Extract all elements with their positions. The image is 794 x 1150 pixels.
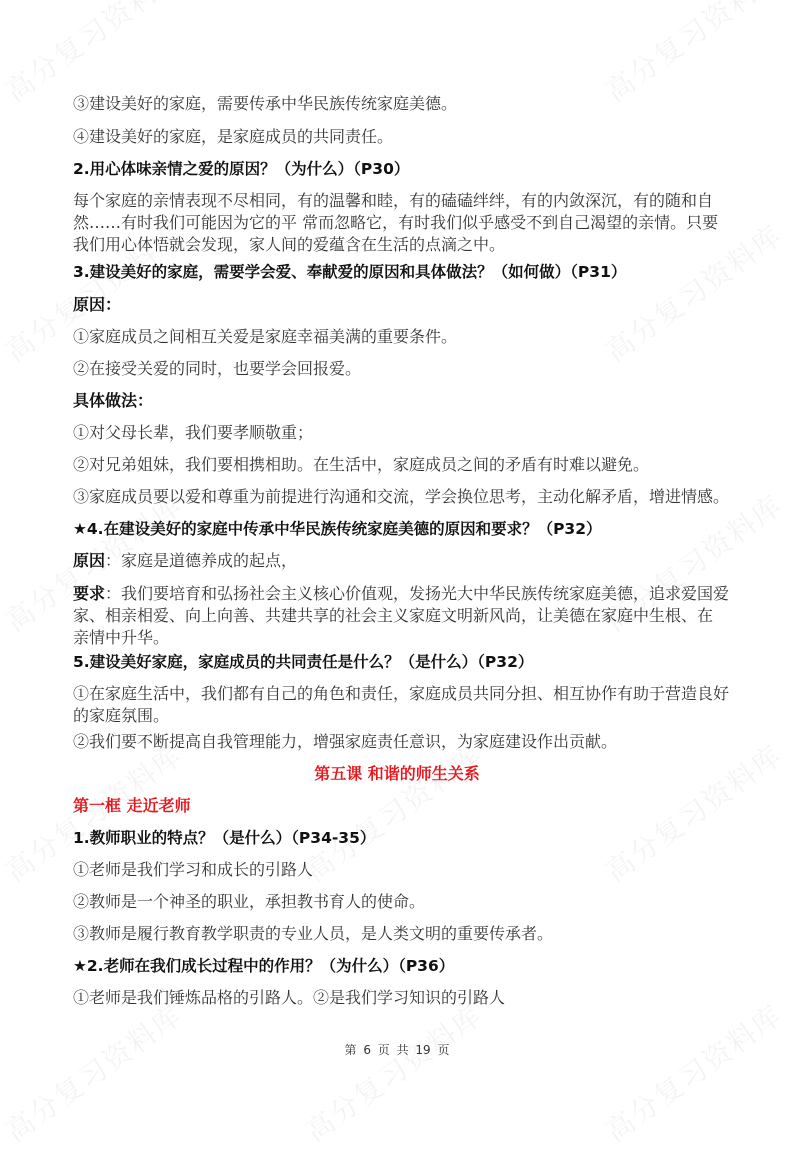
list-item: ②在接受关爱的同时，也要学会回报爱。 [73, 359, 362, 378]
question-heading: ★4.在建设美好的家庭中传承中华民族传统家庭美德的原因和要求？（P32） [73, 520, 602, 538]
list-item: ③教师是履行教育教学职责的专业人员，是人类文明的重要传承者。 [73, 924, 554, 943]
list-item: ③建设美好的家庭，需要传承中华民族传统家庭美德。 [73, 94, 458, 113]
requirement-text: ：我们要培育和弘扬社会主义核心价值观，发扬光大中华民族传统家庭美德，追求爱国爱 [105, 584, 730, 603]
question-heading: 3.建设美好的家庭，需要学会爱、奉献爱的原因和具体做法？（如何做）（P31） [73, 263, 627, 281]
list-item: ①老师是我们锤炼品格的引路人。②是我们学习知识的引路人 [73, 988, 506, 1007]
paragraph-line: 家、相亲相爱、向上向善、共建共享的社会主义家庭文明新风尚，让美德在家庭中生根、在 [73, 606, 714, 625]
paragraph-line: 每个家庭的亲情表现不尽相同，有的温馨和睦，有的磕磕绊绊，有的内敛深沉，有的随和自 [73, 191, 714, 210]
list-item: ②我们要不断提高自我管理能力，增强家庭责任意识，为家庭建设作出贡献。 [73, 732, 618, 751]
list-item: ①老师是我们学习和成长的引路人 [73, 860, 314, 879]
list-item: ③家庭成员要以爱和尊重为前提进行沟通和交流，学会换位思考，主动化解矛盾，增进情感。 [73, 487, 730, 506]
reason-line [73, 550, 723, 572]
list-item: ②对兄弟姐妹，我们要相携相助。在生活中，家庭成员之间的矛盾有时难以避免。 [73, 455, 650, 474]
paragraph-line: ①在家庭生活中，我们都有自己的角色和责任，家庭成员共同分担、相互协作有助于营造良好 [73, 684, 730, 703]
section-label: 具体做法： [73, 391, 154, 410]
paragraph-line: 亲情中升华。 [73, 628, 170, 647]
list-item: ①对父母长辈，我们要孝顺敬重； [73, 423, 314, 442]
paragraph-line: 我们用心体悟就会发现，家人间的爱蕴含在生活的点滴之中。 [73, 235, 506, 254]
lesson-title: 第五课 和谐的师生关系 [314, 764, 480, 783]
section-title: 第一框 走近老师 [73, 796, 191, 815]
paragraph-line [73, 583, 730, 605]
watermark [0, 994, 190, 1150]
paragraph-line: 的家庭氛围。 [73, 706, 170, 725]
question-heading: 5.建设美好家庭，家庭成员的共同责任是什么？（是什么）（P32） [73, 653, 534, 671]
section-label: 原因： [73, 295, 122, 314]
question-heading: ★2.老师在我们成长过程中的作用？（为什么）（P36） [73, 957, 455, 975]
paragraph-line: 然……有时我们可能因为它的平 常而忽略它，有时我们似乎感受不到自己渴望的亲情。只要 [73, 213, 719, 232]
reason-label: 原因 [73, 551, 106, 570]
list-item: ②教师是一个神圣的职业，承担教书育人的使命。 [73, 892, 426, 911]
paragraph [73, 683, 730, 727]
question-heading: 2.用心体味亲情之爱的原因？（为什么）（P30） [73, 160, 410, 178]
watermark [596, 994, 789, 1150]
paragraph [73, 190, 723, 256]
list-item: ④建设美好的家庭，是家庭成员的共同责任。 [73, 127, 394, 146]
requirement-label: 要求 [73, 584, 106, 603]
reason-text: ：家庭是道德养成的起点， [105, 551, 298, 570]
page-footer: 第 6 页 共 19 页 [344, 1043, 450, 1057]
question-heading: 1.教师职业的特点？（是什么）（P34-35） [73, 829, 376, 847]
paragraph [73, 583, 730, 649]
watermark [296, 994, 489, 1150]
list-item: ①家庭成员之间相互关爱是家庭幸福美满的重要条件。 [73, 327, 458, 346]
